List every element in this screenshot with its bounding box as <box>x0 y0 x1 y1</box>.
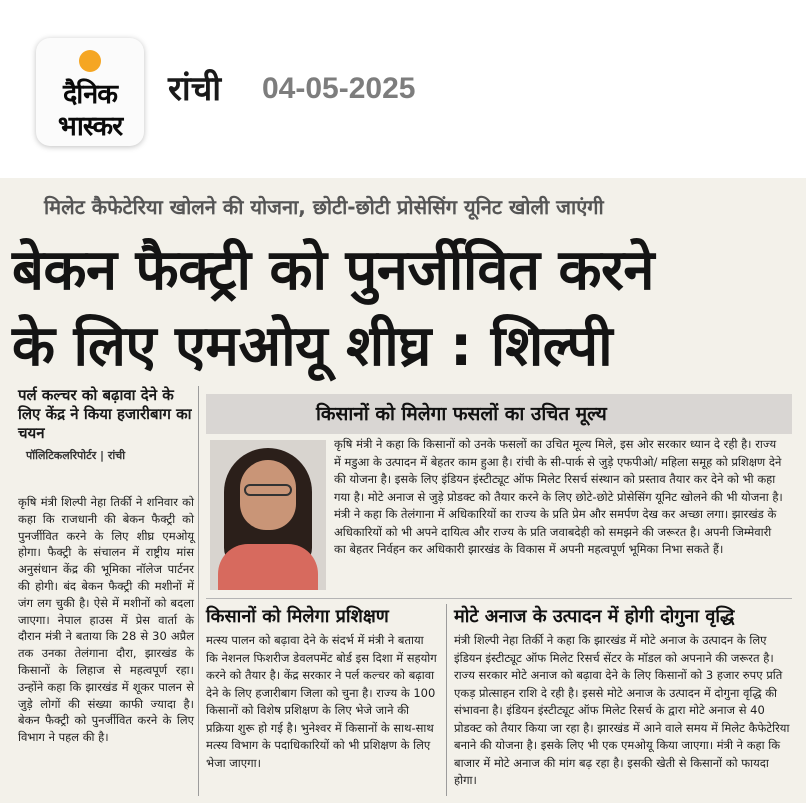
side-headline: पर्ल कल्चर को बढ़ावा देने के लिए केंद्र ने किया हजारीबाग का चयन <box>18 386 192 442</box>
logo-text-line1: दैनिक <box>62 79 118 110</box>
edition-city: रांची <box>168 69 222 109</box>
article-kicker: मिलेट कैफेटेरिया खोलने की योजना, छोटी-छोटी प्रोसेसिंग यूनिट खोली जाएंगी <box>44 195 604 219</box>
left-column-body: कृषि मंत्री शिल्पी नेहा तिर्की ने शनिवार को कहा कि राजधानी की बेकन फैक्ट्री को पुनर्जीवित करने के लिए शीघ्र एमओयू होगा। फैक्ट्री के संचालन में राष्ट्रीय मांस अनुसंधान केंद्र की भूमिका नॉलेज पार्टनर की होगी। बंद बेकन फैक्ट्री की मशीनों में जंग लग चुकी है। ऐसे में मशीनों को बदला जाएगा। नेपाल हाउस में प्रेस वार्ता के दौरान मंत्री ने बताया कि 28 से 30 अप्रैल तक उनका तेलंगाना दौरा, झारखंड के किसानों के लिहाज से महत्वपूर्ण रहा। उन्होंने कहा कि झारखंड में शूकर पालन से जुड़े लोगों की संख्या काफी ज्यादा है। बेकन फैक्ट्री को पुनर्जीवित करने के लिए विभाग ने पहल की है। <box>18 495 194 745</box>
training-body: मत्स्य पालन को बढ़ावा देने के संदर्भ में मंत्री ने बताया कि नेशनल फिशरीज डेवलपमेंट बोर्ड इस दिशा में सहयोग करने को तैयार है। केंद्र सरकार ने पर्ल कल्चर को बढ़ावा देने के लिए हजारीबाग जिला को चुना है। राज्य के 100 किसानों को विशेष प्रशिक्षण के लिए भेजे जाने की प्रक्रिया शुरू हो गई है। भुनेश्वर में किसानों के साथ-साथ मत्स्य विभाग के पदाधिकारियों को भी प्रशिक्षण के लिए भेजा जाएगा। <box>206 633 437 770</box>
box-headline: किसानों को मिलेगा फसलों का उचित मूल्य <box>206 394 792 434</box>
sun-icon <box>79 50 101 72</box>
box-body-text: कृषि मंत्री ने कहा कि किसानों को उनके फसलों का उचित मूल्य मिले, इस ओर सरकार ध्यान दे रही है। राज्य में मडुआ के उत्पादन में बेहतर काम हुआ है। रांची के सी-पार्क से जुड़े एफपीओ/ महिला समूह को प्रशिक्षण देने की योजना है। इसके लिए इंडियन इंस्टीट्यूट ऑफ मिलेट रिसर्च संस्थान को प्रस्ताव तैयार कर देने को भी कहा गया है। मोटे अनाज से जुड़े प्रोडक्ट को तैयार करने के लिए छोटे-छोटे प्रोसेसिंग यूनिट खोलने की भी योजना है। मंत्री ने कहा कि तेलंगाना में अधिकारियों का राज्य के प्रति प्रेम और समर्पण देख कर अच्छा लगा। झारखंड के अधिकारियों को भी अपने दायित्व और राज्य के प्रति जवाबदेही को समझने की जरूरत है। अपनी जिम्मेवारी का बेहतर निर्वहन कर अधिकारी झारखंड के विकास में अपनी महत्वपूर्ण भूमिका निभा सकते हैं। <box>334 437 783 556</box>
section-divider <box>206 598 792 599</box>
headline-line1: बेकन फैक्ट्री को पुनर्जीवित करने <box>12 238 654 303</box>
headline-line2: के लिए एमओयू शीघ्र : शिल्पी <box>12 314 613 379</box>
page-header <box>0 0 806 170</box>
column-divider-bottom <box>446 604 447 796</box>
minister-photo <box>210 440 326 590</box>
glasses-icon <box>244 484 292 496</box>
edition-date: 04-05-2025 <box>262 72 416 105</box>
dainik-bhaskar-logo <box>36 38 144 146</box>
byline: पॉलिटिकलरिपोर्टर | रांची <box>26 449 126 462</box>
logo-text-line2: भास्कर <box>57 111 123 142</box>
subhead-training: किसानों को मिलेगा प्रशिक्षण <box>206 606 389 627</box>
column-divider <box>198 386 199 796</box>
millet-body: मंत्री शिल्पी नेहा तिर्की ने कहा कि झारखंड में मोटे अनाज के उत्पादन के लिए इंडियन इंस्टीट्यूट ऑफ मिलेट रिसर्च सेंटर के मॉडल को अपनाने की जरूरत है। राज्य सरकार मोटे अनाज को बढ़ावा देने के लिए किसानों को 3 हजार रुपए प्रति एकड़ प्रोत्साहन राशि दे रही है। इससे मोटे अनाज के उत्पादन में दोगुना वृद्धि की संभावना है। इंडियन इंस्टीट्यूट ऑफ मिलेट रिसर्च के द्वारा मोटे अनाज से 40 प्रोडक्ट को तैयार किया जा रहा है। झारखंड में आने वाले समय में मिलेट कैफेटेरिया बनाने की योजना है। इसके लिए भी एक एमओयू किया जाएगा। मंत्री ने कहा कि बाजार में मोटे अनाज की मांग बढ़ रहा है। इसकी खेती से किसानों को फायदा होगा। <box>454 633 790 787</box>
subhead-millet: मोटे अनाज के उत्पादन में होगी दोगुना वृद्धि <box>454 606 735 627</box>
